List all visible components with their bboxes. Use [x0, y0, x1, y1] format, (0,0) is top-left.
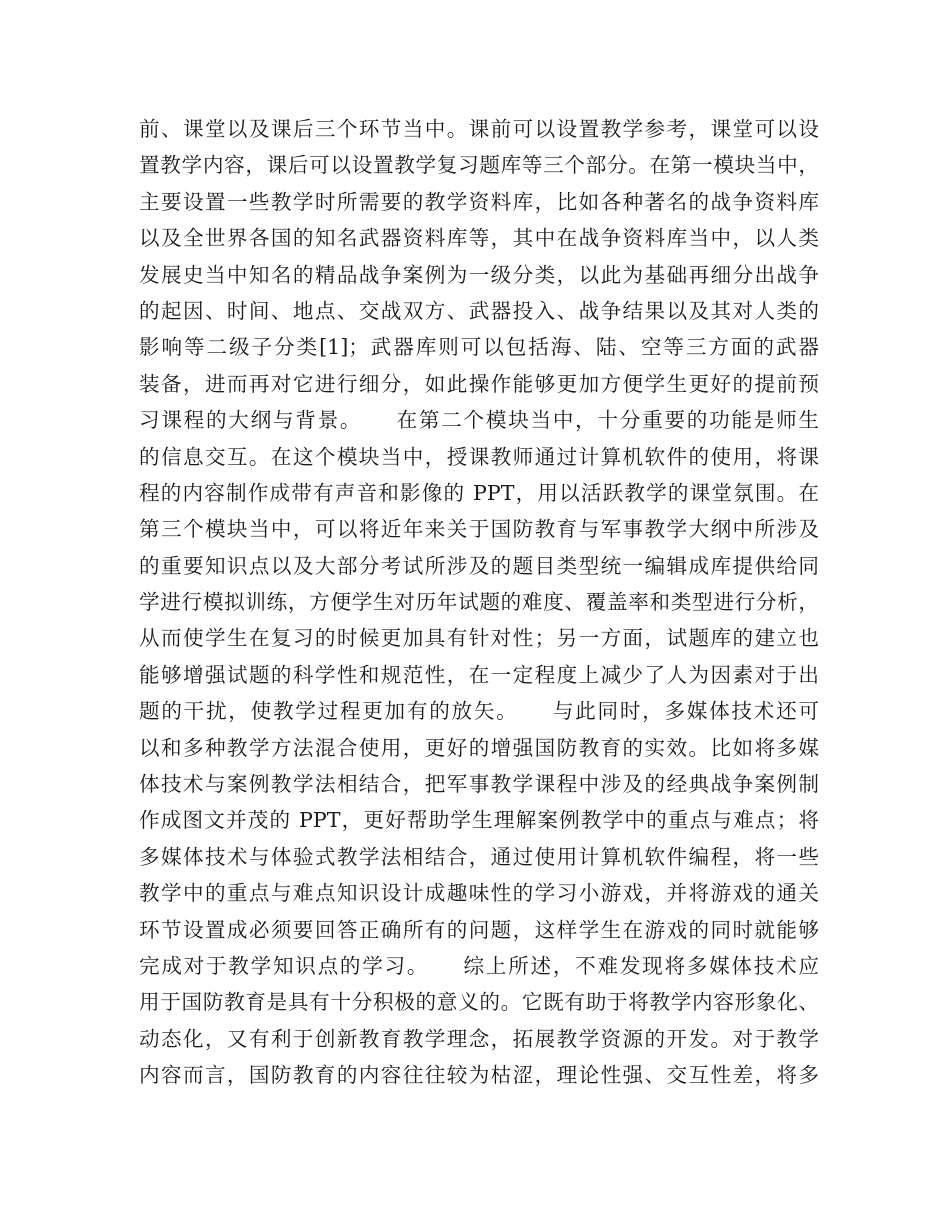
text-line: 习课程的大纲与背景。 在第二个模块当中，十分重要的功能是师生: [139, 408, 819, 433]
text-line: 主要设置一些教学时所需要的教学资料库，比如各种著名的战争资料库: [139, 189, 819, 214]
text-line: 能够增强试题的科学性和规范性，在一定程度上减少了人为因素对于出: [139, 662, 819, 687]
body-text: [139, 111, 819, 1094]
text-line: 前、课堂以及课后三个环节当中。课前可以设置教学参考，课堂可以设: [139, 117, 819, 141]
text-line: 第三个模块当中，可以将近年来关于国防教育与军事教学大纲中所涉及: [139, 517, 819, 542]
text-line: 置教学内容，课后可以设置教学复习题库等三个部分。在第一模块当中，: [139, 153, 819, 178]
text-line: 学进行模拟训练，方便学生对历年试题的难度、覆盖率和类型进行分析，: [139, 590, 819, 615]
text-line: 从而使学生在复习的时候更加具有针对性；另一方面，试题库的建立也: [139, 626, 819, 651]
text-line: 发展史当中知名的精品战争案例为一级分类，以此为基础再细分出战争: [139, 262, 819, 287]
text-line: 完成对于教学知识点的学习。 综上所述，不难发现将多媒体技术应: [139, 953, 819, 978]
text-line: 影响等二级子分类[1]；武器库则可以包括海、陆、空等三方面的武器: [139, 335, 819, 360]
text-line: 题的干扰，使教学过程更加有的放矢。 与此同时，多媒体技术还可: [139, 699, 819, 724]
text-line: 动态化，又有利于创新教育教学理念，拓展教学资源的开发。对于教学: [139, 1026, 819, 1051]
text-line: 环节设置成必须要回答正确所有的问题，这样学生在游戏的同时就能够: [139, 917, 819, 942]
text-line: 装备，进而再对它进行细分，如此操作能够更加方便学生更好的提前预: [139, 371, 819, 396]
text-line: 以及全世界各国的知名武器资料库等，其中在战争资料库当中，以人类: [139, 226, 819, 251]
text-line: 体技术与案例教学法相结合，把军事教学课程中涉及的经典战争案例制: [139, 772, 819, 797]
text-line: 的信息交互。在这个模块当中，授课教师通过计算机软件的使用，将课: [139, 444, 819, 469]
text-line: 教学中的重点与难点知识设计成趣味性的学习小游戏，并将游戏的通关: [139, 881, 819, 906]
text-line: 的起因、时间、地点、交战双方、武器投入、战争结果以及其对人类的: [139, 298, 819, 323]
text-line: 内容而言，国防教育的内容往往较为枯涩，理论性强、交互性差，将多: [139, 1063, 819, 1088]
text-line: 作成图文并茂的 PPT，更好帮助学生理解案例教学中的重点与难点；将: [139, 808, 819, 833]
text-line: 程的内容制作成带有声音和影像的 PPT，用以活跃教学的课堂氛围。在: [139, 480, 819, 505]
text-line: 多媒体技术与体验式教学法相结合，通过使用计算机软件编程，将一些: [139, 844, 819, 869]
text-line: 用于国防教育是具有十分积极的意义的。它既有助于将教学内容形象化、: [139, 990, 819, 1015]
text-line: 以和多种教学方法混合使用，更好的增强国防教育的实效。比如将多媒: [139, 735, 819, 760]
text-line: 的重要知识点以及大部分考试所涉及的题目类型统一编辑成库提供给同: [139, 553, 819, 578]
